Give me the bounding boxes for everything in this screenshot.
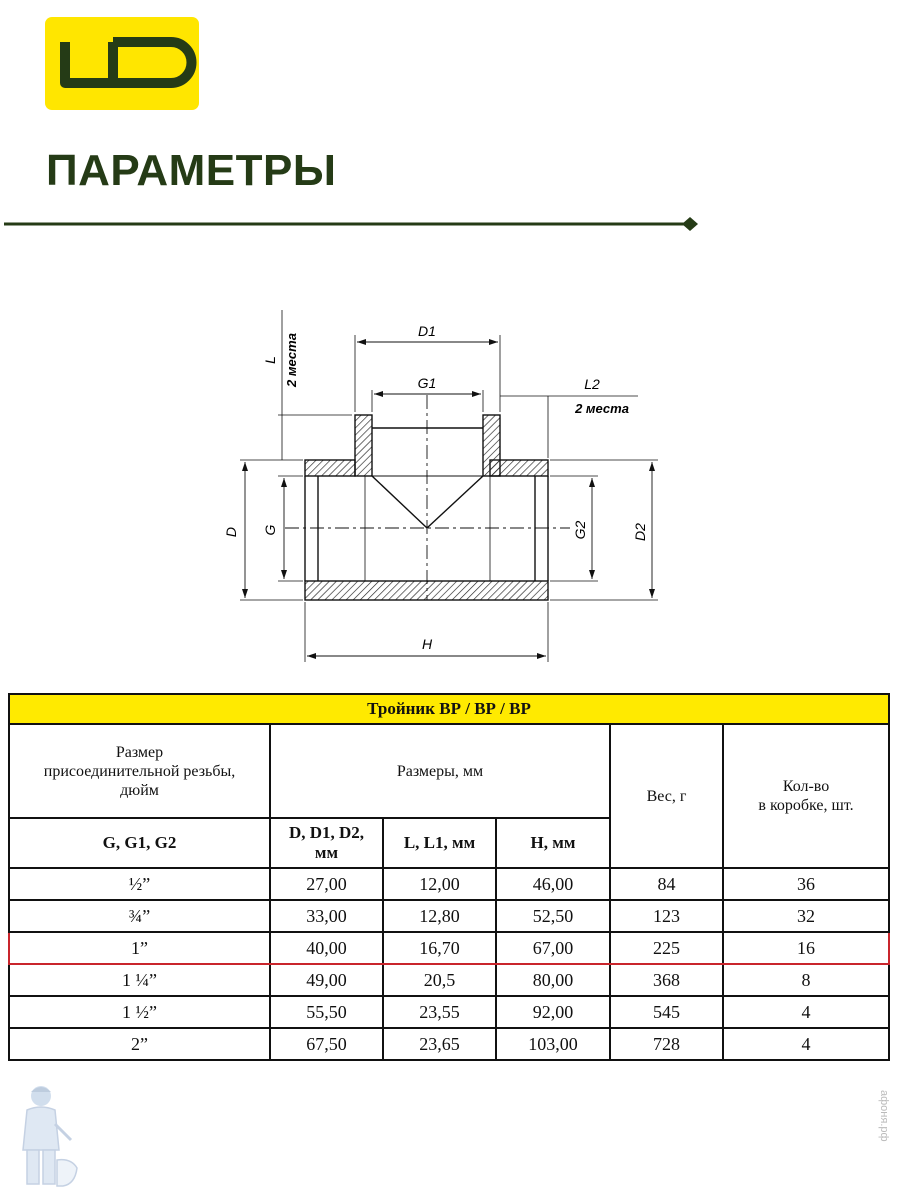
table-cell: 103,00: [496, 1028, 610, 1060]
plumber-mascot-icon: [5, 1080, 85, 1195]
table-row: [9, 1028, 889, 1060]
header-d: D, D1, D2, мм: [270, 818, 383, 868]
table-cell: 368: [610, 964, 723, 996]
table-cell: 49,00: [270, 964, 383, 996]
label-l2: L2: [584, 376, 600, 392]
watermark-text: афоня.рф: [878, 1090, 890, 1142]
table-cell: 23,55: [383, 996, 496, 1028]
table-cell: 4: [723, 996, 889, 1028]
table-row: [9, 900, 889, 932]
table-cell: 32: [723, 900, 889, 932]
table-row: [9, 964, 889, 996]
table-cell: 40,00: [270, 932, 383, 964]
label-d2: D2: [632, 523, 648, 541]
label-l2-note: 2 места: [575, 401, 629, 416]
table-cell: 545: [610, 996, 723, 1028]
table-cell: 728: [610, 1028, 723, 1060]
table-cell: 4: [723, 1028, 889, 1060]
table-cell: 1”: [9, 932, 270, 964]
header-dimensions: Размеры, мм: [270, 724, 610, 818]
table-cell: 12,80: [383, 900, 496, 932]
table-cell: 52,50: [496, 900, 610, 932]
table-cell: 2”: [9, 1028, 270, 1060]
ld-logo-icon: [45, 17, 199, 110]
label-h: H: [421, 636, 433, 652]
tee-technical-drawing: [200, 300, 680, 675]
header-weight: Вес, г: [610, 724, 723, 868]
header-size: Размер присоединительной резьбы, дюйм: [9, 724, 270, 818]
header-h: H, мм: [496, 818, 610, 868]
table-cell: 80,00: [496, 964, 610, 996]
label-g1: G1: [417, 375, 437, 391]
table-cell: 225: [610, 932, 723, 964]
table-cell: 36: [723, 868, 889, 900]
header-g: G, G1, G2: [9, 818, 270, 868]
table-cell: ¾”: [9, 900, 270, 932]
table-cell: 1 ¼”: [9, 964, 270, 996]
table-cell: 55,50: [270, 996, 383, 1028]
header-qty: Кол-во в коробке, шт.: [723, 724, 889, 868]
table-cell: 67,00: [496, 932, 610, 964]
label-l: L: [262, 356, 278, 364]
table-cell: 1 ½”: [9, 996, 270, 1028]
table-cell: 8: [723, 964, 889, 996]
page-title: ПАРАМЕТРЫ: [46, 146, 337, 195]
label-d: D: [223, 526, 239, 538]
brand-logo: [45, 17, 199, 110]
table-cell: 16,70: [383, 932, 496, 964]
table-cell: 27,00: [270, 868, 383, 900]
table-cell: 12,00: [383, 868, 496, 900]
title-divider: [0, 200, 900, 250]
table-row-highlighted: [9, 932, 889, 964]
label-d1: D1: [418, 323, 436, 339]
table-cell: 23,65: [383, 1028, 496, 1060]
table-cell: 20,5: [383, 964, 496, 996]
table-cell: 92,00: [496, 996, 610, 1028]
table-cell: 123: [610, 900, 723, 932]
table-cell: 84: [610, 868, 723, 900]
table-cell: 67,50: [270, 1028, 383, 1060]
table-row: [9, 868, 889, 900]
table-caption: Тройник ВР / ВР / ВР: [9, 694, 889, 724]
table-cell: 33,00: [270, 900, 383, 932]
label-g2: G2: [572, 520, 588, 540]
table-row: [9, 996, 889, 1028]
table-cell: ½”: [9, 868, 270, 900]
label-g: G: [262, 524, 278, 536]
spec-table: [8, 693, 890, 1061]
label-l-note: 2 места: [284, 333, 299, 387]
header-l: L, L1, мм: [383, 818, 496, 868]
table-cell: 46,00: [496, 868, 610, 900]
table-cell: 16: [723, 932, 889, 964]
